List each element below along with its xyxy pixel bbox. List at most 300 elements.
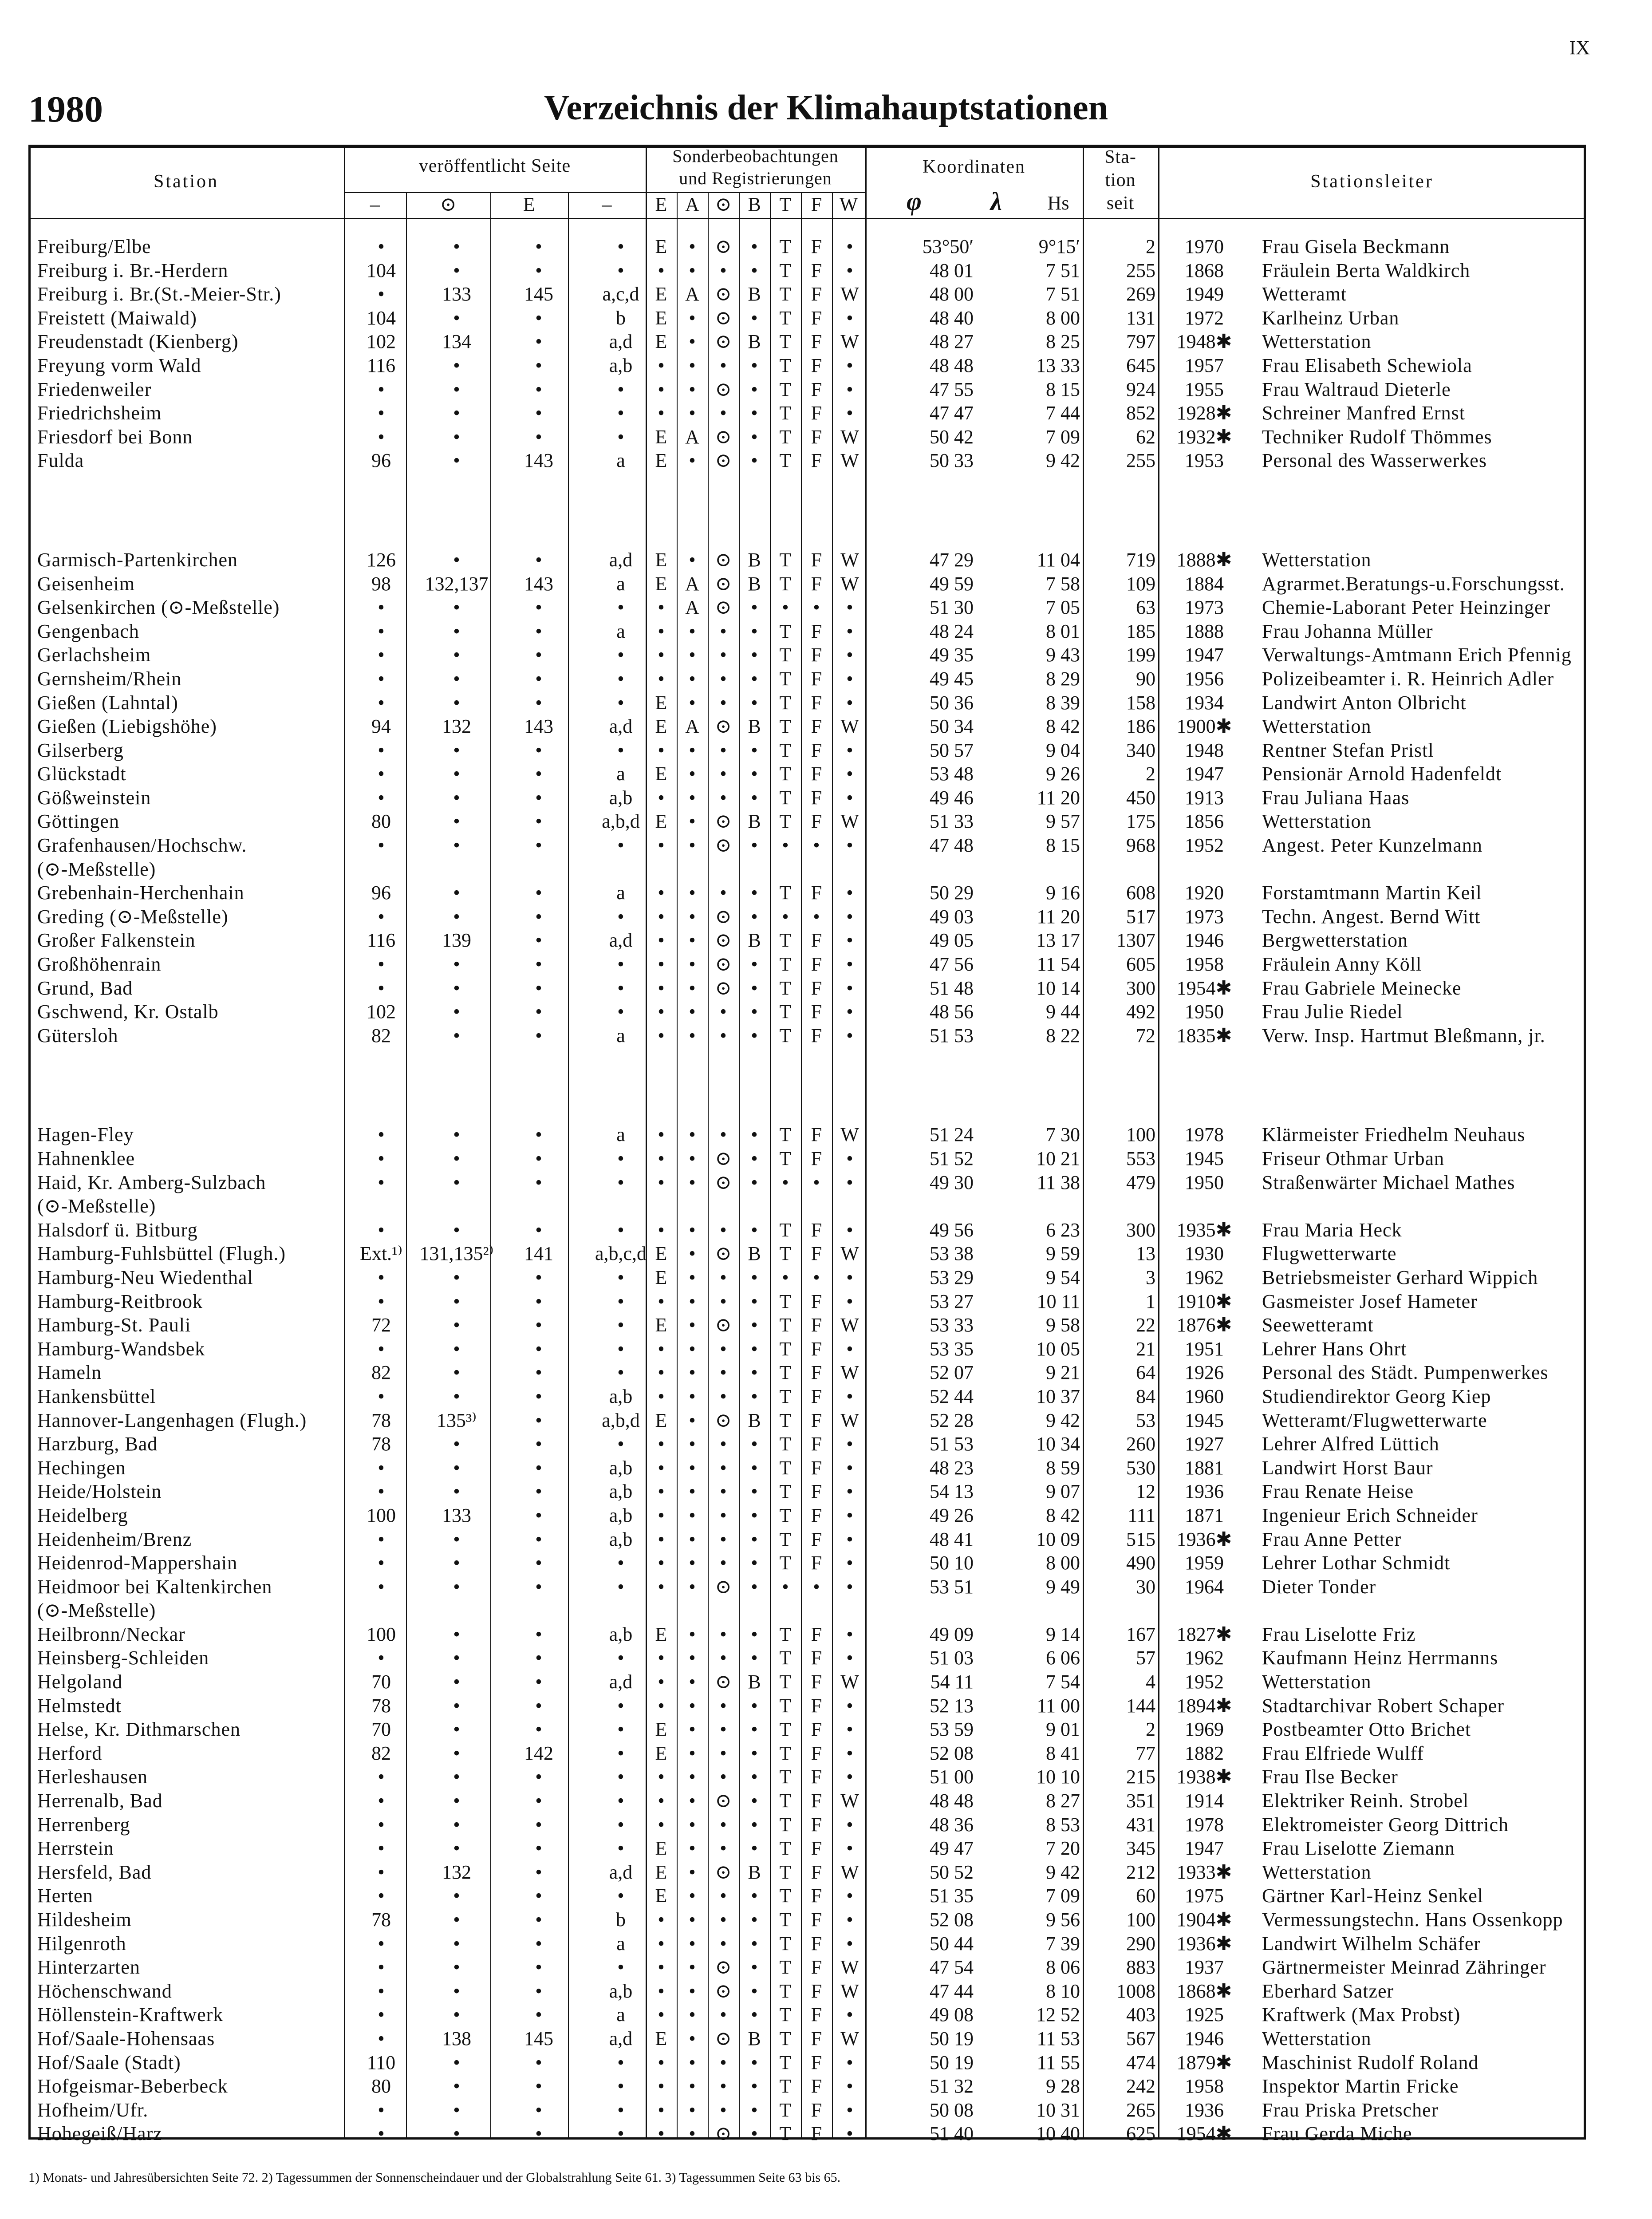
- station-name: Hankensbüttel: [37, 1385, 156, 1407]
- longitude: 7 20: [1046, 1837, 1080, 1860]
- sonder-flag: ⊙: [715, 2027, 732, 2049]
- sonder-flag: •: [720, 2075, 727, 2097]
- sonder-flag: T: [779, 331, 792, 353]
- latitude: 51 53: [930, 1024, 974, 1046]
- sonder-flag: •: [689, 2099, 696, 2121]
- pub-col-4: a,b,d: [602, 810, 640, 833]
- sonder-flag: •: [658, 1694, 665, 1717]
- station-height: 2: [1146, 236, 1155, 257]
- pub-col-4: •: [617, 402, 624, 424]
- sonder-flag: •: [813, 1171, 820, 1193]
- pub-col-2: •: [453, 1314, 460, 1336]
- station-since: 1970: [1185, 236, 1224, 257]
- sonder-flag: •: [751, 1766, 758, 1788]
- header-sonder-1: Sonderbeobachtungen: [672, 146, 839, 166]
- longitude: 11 04: [1037, 549, 1080, 571]
- sonder-flag: •: [689, 1837, 696, 1860]
- latitude: 48 24: [930, 620, 974, 642]
- sonder-flag: •: [689, 1124, 696, 1146]
- pub-col-1: 116: [367, 929, 396, 952]
- sonder-flag: •: [846, 1481, 853, 1503]
- longitude: 11 00: [1037, 1694, 1080, 1717]
- sonder-flag: T: [779, 1766, 792, 1788]
- pub-col-2: 135³⁾: [437, 1409, 477, 1431]
- pub-col-3: •: [535, 1290, 542, 1312]
- sonder-flag: •: [720, 1433, 727, 1455]
- sonder-flag: •: [720, 1647, 727, 1669]
- sonder-flag: •: [846, 834, 853, 857]
- table-row: [28, 977, 1586, 1001]
- sonder-flag: •: [782, 1171, 789, 1193]
- pub-col-2: •: [453, 1362, 460, 1384]
- sonder-flag: •: [751, 1932, 758, 1954]
- pub-col-4: a,d: [609, 1671, 633, 1693]
- pub-col-3: •: [535, 1314, 542, 1336]
- sonder-flag: F: [811, 236, 822, 257]
- sonder-flag: •: [846, 2099, 853, 2121]
- station-leader: Polizeibeamter i. R. Heinrich Adler: [1262, 667, 1554, 690]
- sonder-flag: •: [846, 620, 853, 642]
- pub-col-4: b: [616, 307, 626, 329]
- sonder-flag: F: [811, 1813, 822, 1836]
- sonder-flag: •: [658, 1552, 665, 1574]
- station-height: 64: [1136, 1362, 1155, 1384]
- pub-col-2: •: [453, 1001, 460, 1023]
- latitude: 49 08: [930, 2004, 974, 2026]
- station-height: 605: [1126, 953, 1155, 975]
- station-since: 1960: [1185, 1385, 1224, 1407]
- station-since: 1936✱: [1176, 1528, 1232, 1550]
- table-row: [28, 1718, 1586, 1742]
- sonder-flag: F: [811, 331, 822, 353]
- sonder-flag: •: [689, 810, 696, 833]
- station-leader: Seewetteramt: [1262, 1314, 1374, 1336]
- longitude: 9 04: [1046, 739, 1080, 761]
- station-since: 1947: [1185, 644, 1224, 666]
- station-since: 1882: [1185, 1742, 1224, 1764]
- sonder-flag: T: [779, 2123, 792, 2145]
- latitude: 49 05: [930, 929, 974, 952]
- pub-col-2: 133: [442, 1504, 471, 1526]
- sonder-flag: •: [751, 378, 758, 400]
- table-row: [28, 1361, 1586, 1385]
- sonder-flag: •: [846, 691, 853, 714]
- sonder-flag: T: [779, 763, 792, 785]
- pub-col-2: •: [453, 1718, 460, 1741]
- sonder-flag: T: [779, 2051, 792, 2073]
- pub-col-4: •: [617, 644, 624, 666]
- pub-col-1: 82: [371, 1742, 391, 1764]
- station-leader: Fräulein Anny Köll: [1262, 953, 1422, 975]
- pub-col-2: •: [453, 620, 460, 642]
- table-row: [28, 402, 1586, 426]
- pub-col-3: •: [535, 1813, 542, 1836]
- station-name: Greding (⊙-Meßstelle): [37, 905, 229, 928]
- longitude: 8 10: [1046, 1980, 1080, 2002]
- station-since: 1972: [1185, 307, 1224, 329]
- pub-col-3: •: [535, 810, 542, 833]
- station-leader: Lehrer Hans Ohrt: [1262, 1338, 1407, 1360]
- station-height: 883: [1126, 1956, 1155, 1978]
- table-row: [28, 426, 1586, 450]
- pub-col-4: •: [617, 1362, 624, 1384]
- pub-col-3: 145: [524, 2027, 553, 2049]
- station-leader: Forstamtmann Martin Keil: [1262, 882, 1482, 904]
- station-since: 1950: [1185, 1171, 1224, 1193]
- sonder-flag: •: [720, 1481, 727, 1503]
- latitude: 50 42: [930, 426, 974, 448]
- station-leader: Kaufmann Heinz Herrmanns: [1262, 1647, 1498, 1669]
- station-height: 719: [1126, 549, 1155, 571]
- longitude: 10 09: [1036, 1528, 1080, 1550]
- sonder-flag: •: [658, 1909, 665, 1931]
- station-since: 1946: [1185, 2027, 1224, 2049]
- station-name: Heidenrod-Mappershain: [37, 1552, 238, 1574]
- sonder-flag: T: [779, 1885, 792, 1907]
- latitude: 47 47: [930, 402, 974, 424]
- station-leader: Lehrer Alfred Lüttich: [1262, 1433, 1439, 1455]
- sonder-flag: •: [689, 354, 696, 376]
- station-leader: Landwirt Wilhelm Schäfer: [1262, 1932, 1481, 1954]
- sonder-flag: •: [658, 2123, 665, 2145]
- sonder-flag: ⊙: [715, 715, 732, 738]
- sonder-flag: T: [779, 1932, 792, 1954]
- pub-col-2: •: [453, 882, 460, 904]
- pub-col-4: a,d: [609, 2027, 633, 2049]
- sonder-flag: F: [811, 929, 822, 952]
- sonder-flag: ⊙: [715, 331, 732, 353]
- pub-col-1: •: [378, 667, 385, 690]
- sonder-flag: •: [720, 1124, 727, 1146]
- sonder-flag: F: [811, 1504, 822, 1526]
- station-since: 1894✱: [1176, 1694, 1232, 1717]
- sonder-flag: •: [751, 691, 758, 714]
- longitude: 11 20: [1037, 905, 1080, 928]
- sonder-flag: F: [811, 2051, 822, 2073]
- sonder-flag: •: [751, 1362, 758, 1384]
- pub-col-4: •: [617, 1552, 624, 1574]
- sonder-flag: •: [689, 1385, 696, 1407]
- latitude: 52 13: [930, 1694, 974, 1717]
- pub-col-2: •: [453, 1694, 460, 1717]
- sonder-flag: F: [811, 953, 822, 975]
- pub-col-4: •: [617, 1837, 624, 1860]
- sonder-flag: T: [779, 691, 792, 714]
- station-leader: Frau Liselotte Friz: [1262, 1623, 1416, 1645]
- sonder-flag: T: [779, 1290, 792, 1312]
- pub-col-4: •: [617, 596, 624, 619]
- latitude: 49 03: [930, 905, 974, 928]
- sonder-flag: F: [811, 2099, 822, 2121]
- station-name: Hilgenroth: [37, 1932, 126, 1954]
- pub-col-3: •: [535, 307, 542, 329]
- pub-col-3: •: [535, 620, 542, 642]
- sonder-flag: •: [658, 929, 665, 952]
- sonder-flag: W: [840, 2027, 859, 2049]
- sonder-flag: •: [751, 1528, 758, 1550]
- sonder-flag: •: [846, 1647, 853, 1669]
- sonder-flag: •: [846, 763, 853, 785]
- longitude: 9 21: [1046, 1362, 1080, 1384]
- pub-col-4: •: [617, 2099, 624, 2121]
- sonder-flag: T: [779, 1837, 792, 1860]
- sonder-flag: F: [811, 1124, 822, 1146]
- sonder-flag: B: [748, 1243, 761, 1265]
- latitude: 50 08: [930, 2099, 974, 2121]
- latitude: 49 35: [930, 644, 974, 666]
- pub-col-1: 82: [371, 1024, 391, 1046]
- pub-col-3: •: [535, 1575, 542, 1598]
- latitude: 49 56: [930, 1219, 974, 1241]
- pub-col-1: 78: [371, 1909, 391, 1931]
- table-row: [28, 810, 1586, 834]
- pub-col-3: •: [535, 1861, 542, 1883]
- sonder-flag: •: [751, 2004, 758, 2026]
- sonder-flag: F: [811, 1742, 822, 1764]
- pub-col-3: •: [535, 1385, 542, 1407]
- station-since: 1978: [1185, 1124, 1224, 1146]
- sonder-flag: F: [811, 1001, 822, 1023]
- station-name: Haid, Kr. Amberg-Sulzbach: [37, 1171, 266, 1193]
- station-group: [28, 549, 1586, 1048]
- table-row: [28, 786, 1586, 810]
- sonder-flag: •: [846, 1885, 853, 1907]
- pub-col-1: •: [378, 1885, 385, 1907]
- table-row: [28, 2051, 1586, 2075]
- pub-col-2: •: [453, 1338, 460, 1360]
- pub-col-3: •: [535, 1671, 542, 1693]
- sonder-flag: •: [751, 1718, 758, 1741]
- pub-col-2: •: [453, 1575, 460, 1598]
- station-name: Großer Falkenstein: [37, 929, 196, 952]
- sonder-flag: •: [751, 620, 758, 642]
- latitude: 50 29: [930, 882, 974, 904]
- sonder-flag: •: [689, 1790, 696, 1812]
- longitude: 7 58: [1046, 573, 1080, 595]
- sonder-flag: T: [779, 1956, 792, 1978]
- station-leader: Frau Anne Petter: [1262, 1528, 1402, 1550]
- sonder-flag: •: [658, 1362, 665, 1384]
- pub-col-2: •: [453, 834, 460, 857]
- pub-col-4: •: [617, 1647, 624, 1669]
- sonder-flag: W: [840, 1790, 859, 1812]
- sonder-flag: •: [689, 1932, 696, 1954]
- sonder-flag: •: [846, 1718, 853, 1741]
- pub-col-4: a,b: [609, 1528, 633, 1550]
- longitude: 7 44: [1046, 402, 1080, 424]
- table-row: [28, 1789, 1586, 1813]
- sonder-flag: •: [720, 1932, 727, 1954]
- latitude: 47 54: [930, 1956, 974, 1978]
- station-leader: Maschinist Rudolf Roland: [1262, 2051, 1479, 2073]
- sonder-flag: •: [689, 786, 696, 809]
- pub-col-1: •: [378, 1813, 385, 1836]
- pub-col-3: •: [535, 1362, 542, 1384]
- latitude: 53 29: [930, 1266, 974, 1288]
- sonder-flag: E: [655, 283, 667, 305]
- sonder-flag: •: [751, 834, 758, 857]
- longitude: 9 42: [1046, 1409, 1080, 1431]
- pub-col-1: 80: [371, 2075, 391, 2097]
- longitude: 6 23: [1046, 1219, 1080, 1241]
- station-leader: Frau Juliana Haas: [1262, 786, 1410, 809]
- station-since: 1868✱: [1176, 1980, 1232, 2002]
- longitude: 9 44: [1046, 1001, 1080, 1023]
- sonder-flag: •: [689, 1647, 696, 1669]
- header-koordinaten: Koordinaten: [923, 157, 1025, 177]
- sonder-flag: W: [840, 573, 859, 595]
- sonder-flag: •: [689, 1433, 696, 1455]
- sonder-flag: F: [811, 1956, 822, 1978]
- sonder-flag: •: [751, 1813, 758, 1836]
- station-since: 1827✱: [1176, 1623, 1232, 1645]
- pub-col-2: •: [453, 1647, 460, 1669]
- station-height: 242: [1126, 2075, 1155, 2097]
- pub-col-3: •: [535, 2123, 542, 2145]
- pub-col-3: •: [535, 2099, 542, 2121]
- pub-col-3: •: [535, 2004, 542, 2026]
- pub-col-2: •: [453, 739, 460, 761]
- table-row: [28, 2122, 1586, 2146]
- pub-col-2: •: [453, 2051, 460, 2073]
- longitude: 9°15′: [1038, 236, 1080, 257]
- table-row: [28, 1742, 1586, 1766]
- station-name: Heide/Holstein: [37, 1481, 162, 1503]
- sonder-flag: •: [846, 1219, 853, 1241]
- table-row: [28, 1980, 1586, 2004]
- sonder-flag: T: [779, 667, 792, 690]
- sonder-flag: •: [689, 1314, 696, 1336]
- pub-col-4: •: [617, 834, 624, 857]
- header-station-seit: Sta-: [1104, 147, 1136, 167]
- station-name: Freiburg i. Br.(St.-Meier-Str.): [37, 283, 281, 305]
- pub-col-3: •: [535, 1219, 542, 1241]
- pub-col-1: •: [378, 691, 385, 714]
- station-name: Herten: [37, 1885, 93, 1907]
- sonder-flag: F: [811, 1552, 822, 1574]
- station-height: 797: [1126, 331, 1155, 353]
- pub-col-1: •: [378, 1338, 385, 1360]
- sonder-flag: •: [658, 1575, 665, 1598]
- station-name: Gernsheim/Rhein: [37, 667, 182, 690]
- sonder-flag: •: [751, 1024, 758, 1046]
- longitude: 11 55: [1037, 2051, 1080, 2073]
- sonder-flag: •: [720, 1001, 727, 1023]
- sonder-flag: F: [811, 715, 822, 738]
- sonder-flag: F: [811, 1024, 822, 1046]
- station-name: Herford: [37, 1742, 103, 1764]
- sonder-flag: ⊙: [715, 1790, 732, 1812]
- station-name: (⊙-Meßstelle): [37, 1195, 156, 1217]
- pub-col-3: •: [535, 2051, 542, 2073]
- station-height: 553: [1126, 1148, 1155, 1169]
- sonder-flag: •: [658, 644, 665, 666]
- table-row: [28, 953, 1586, 977]
- header-station: Station: [153, 171, 219, 192]
- longitude: 8 27: [1046, 1790, 1080, 1812]
- sonder-flag: •: [720, 354, 727, 376]
- sonder-flag: E: [655, 307, 667, 329]
- sonder-flag: •: [846, 786, 853, 809]
- header-sonder-col: B: [748, 193, 761, 215]
- sonder-flag: F: [811, 1623, 822, 1645]
- sonder-flag: •: [846, 1385, 853, 1407]
- station-height: 530: [1126, 1457, 1155, 1479]
- sonder-flag: F: [811, 1338, 822, 1360]
- table-row: [28, 1171, 1586, 1195]
- station-name: Grebenhain-Herchenhain: [37, 882, 244, 904]
- table-row: [28, 596, 1586, 620]
- pub-col-2: •: [453, 1124, 460, 1146]
- sonder-flag: E: [655, 810, 667, 833]
- station-since: 1954✱: [1176, 2123, 1232, 2145]
- station-since: 1884: [1185, 573, 1224, 595]
- station-since: 1962: [1185, 1647, 1224, 1669]
- pub-col-1: •: [378, 236, 385, 257]
- station-height: 212: [1126, 1861, 1155, 1883]
- pub-col-4: •: [617, 1290, 624, 1312]
- longitude: 10 14: [1036, 977, 1080, 999]
- sonder-flag: F: [811, 1932, 822, 1954]
- footnotes: 1) Monats- und Jahresübersichten Seite 72. 2) Tagessummen der Sonnenscheindauer und der Globalstrahlung Seite 61. 3) Tagessummen Seite 63 bis 65.: [28, 2170, 841, 2185]
- sonder-flag: T: [779, 1385, 792, 1407]
- table-row: [28, 307, 1586, 331]
- sonder-flag: T: [779, 620, 792, 642]
- pub-col-3: •: [535, 1457, 542, 1479]
- pub-col-2: 132,137: [425, 573, 489, 595]
- pub-col-3: •: [535, 1885, 542, 1907]
- longitude: 10 37: [1036, 1385, 1080, 1407]
- pub-col-2: •: [453, 2075, 460, 2097]
- table-row: [28, 1623, 1586, 1647]
- sonder-flag: B: [748, 573, 761, 595]
- sonder-flag: T: [779, 977, 792, 999]
- table-row: [28, 929, 1586, 953]
- station-height: 84: [1136, 1385, 1155, 1407]
- station-since: 1934: [1185, 691, 1224, 714]
- table-row: [28, 1861, 1586, 1885]
- sonder-flag: ⊙: [715, 378, 732, 400]
- station-since: 1879✱: [1176, 2051, 1232, 2073]
- sonder-flag: •: [751, 426, 758, 448]
- sonder-flag: •: [813, 905, 820, 928]
- sonder-flag: E: [655, 1409, 667, 1431]
- sonder-flag: •: [689, 644, 696, 666]
- latitude: 52 44: [930, 1385, 974, 1407]
- sonder-flag: •: [846, 354, 853, 376]
- sonder-flag: •: [689, 1885, 696, 1907]
- pub-col-4: a: [616, 763, 625, 785]
- longitude: 8 41: [1046, 1742, 1080, 1764]
- sonder-flag: E: [655, 331, 667, 353]
- pub-col-3: 142: [524, 1742, 553, 1764]
- station-name: (⊙-Meßstelle): [37, 858, 156, 880]
- pub-col-1: •: [378, 953, 385, 975]
- station-since: 1904✱: [1176, 1909, 1232, 1931]
- pub-col-2: •: [453, 1742, 460, 1764]
- sonder-flag: B: [748, 549, 761, 571]
- sonder-flag: A: [685, 715, 699, 738]
- sonder-flag: •: [720, 763, 727, 785]
- sonder-flag: T: [779, 1813, 792, 1836]
- sonder-flag: •: [846, 259, 853, 281]
- sonder-flag: •: [689, 1481, 696, 1503]
- latitude: 50 44: [930, 1932, 974, 1954]
- pub-col-4: •: [617, 236, 624, 257]
- pub-col-3: •: [535, 1171, 542, 1193]
- station-leader: Gasmeister Josef Hameter: [1262, 1290, 1478, 1312]
- station-height: 474: [1126, 2051, 1155, 2073]
